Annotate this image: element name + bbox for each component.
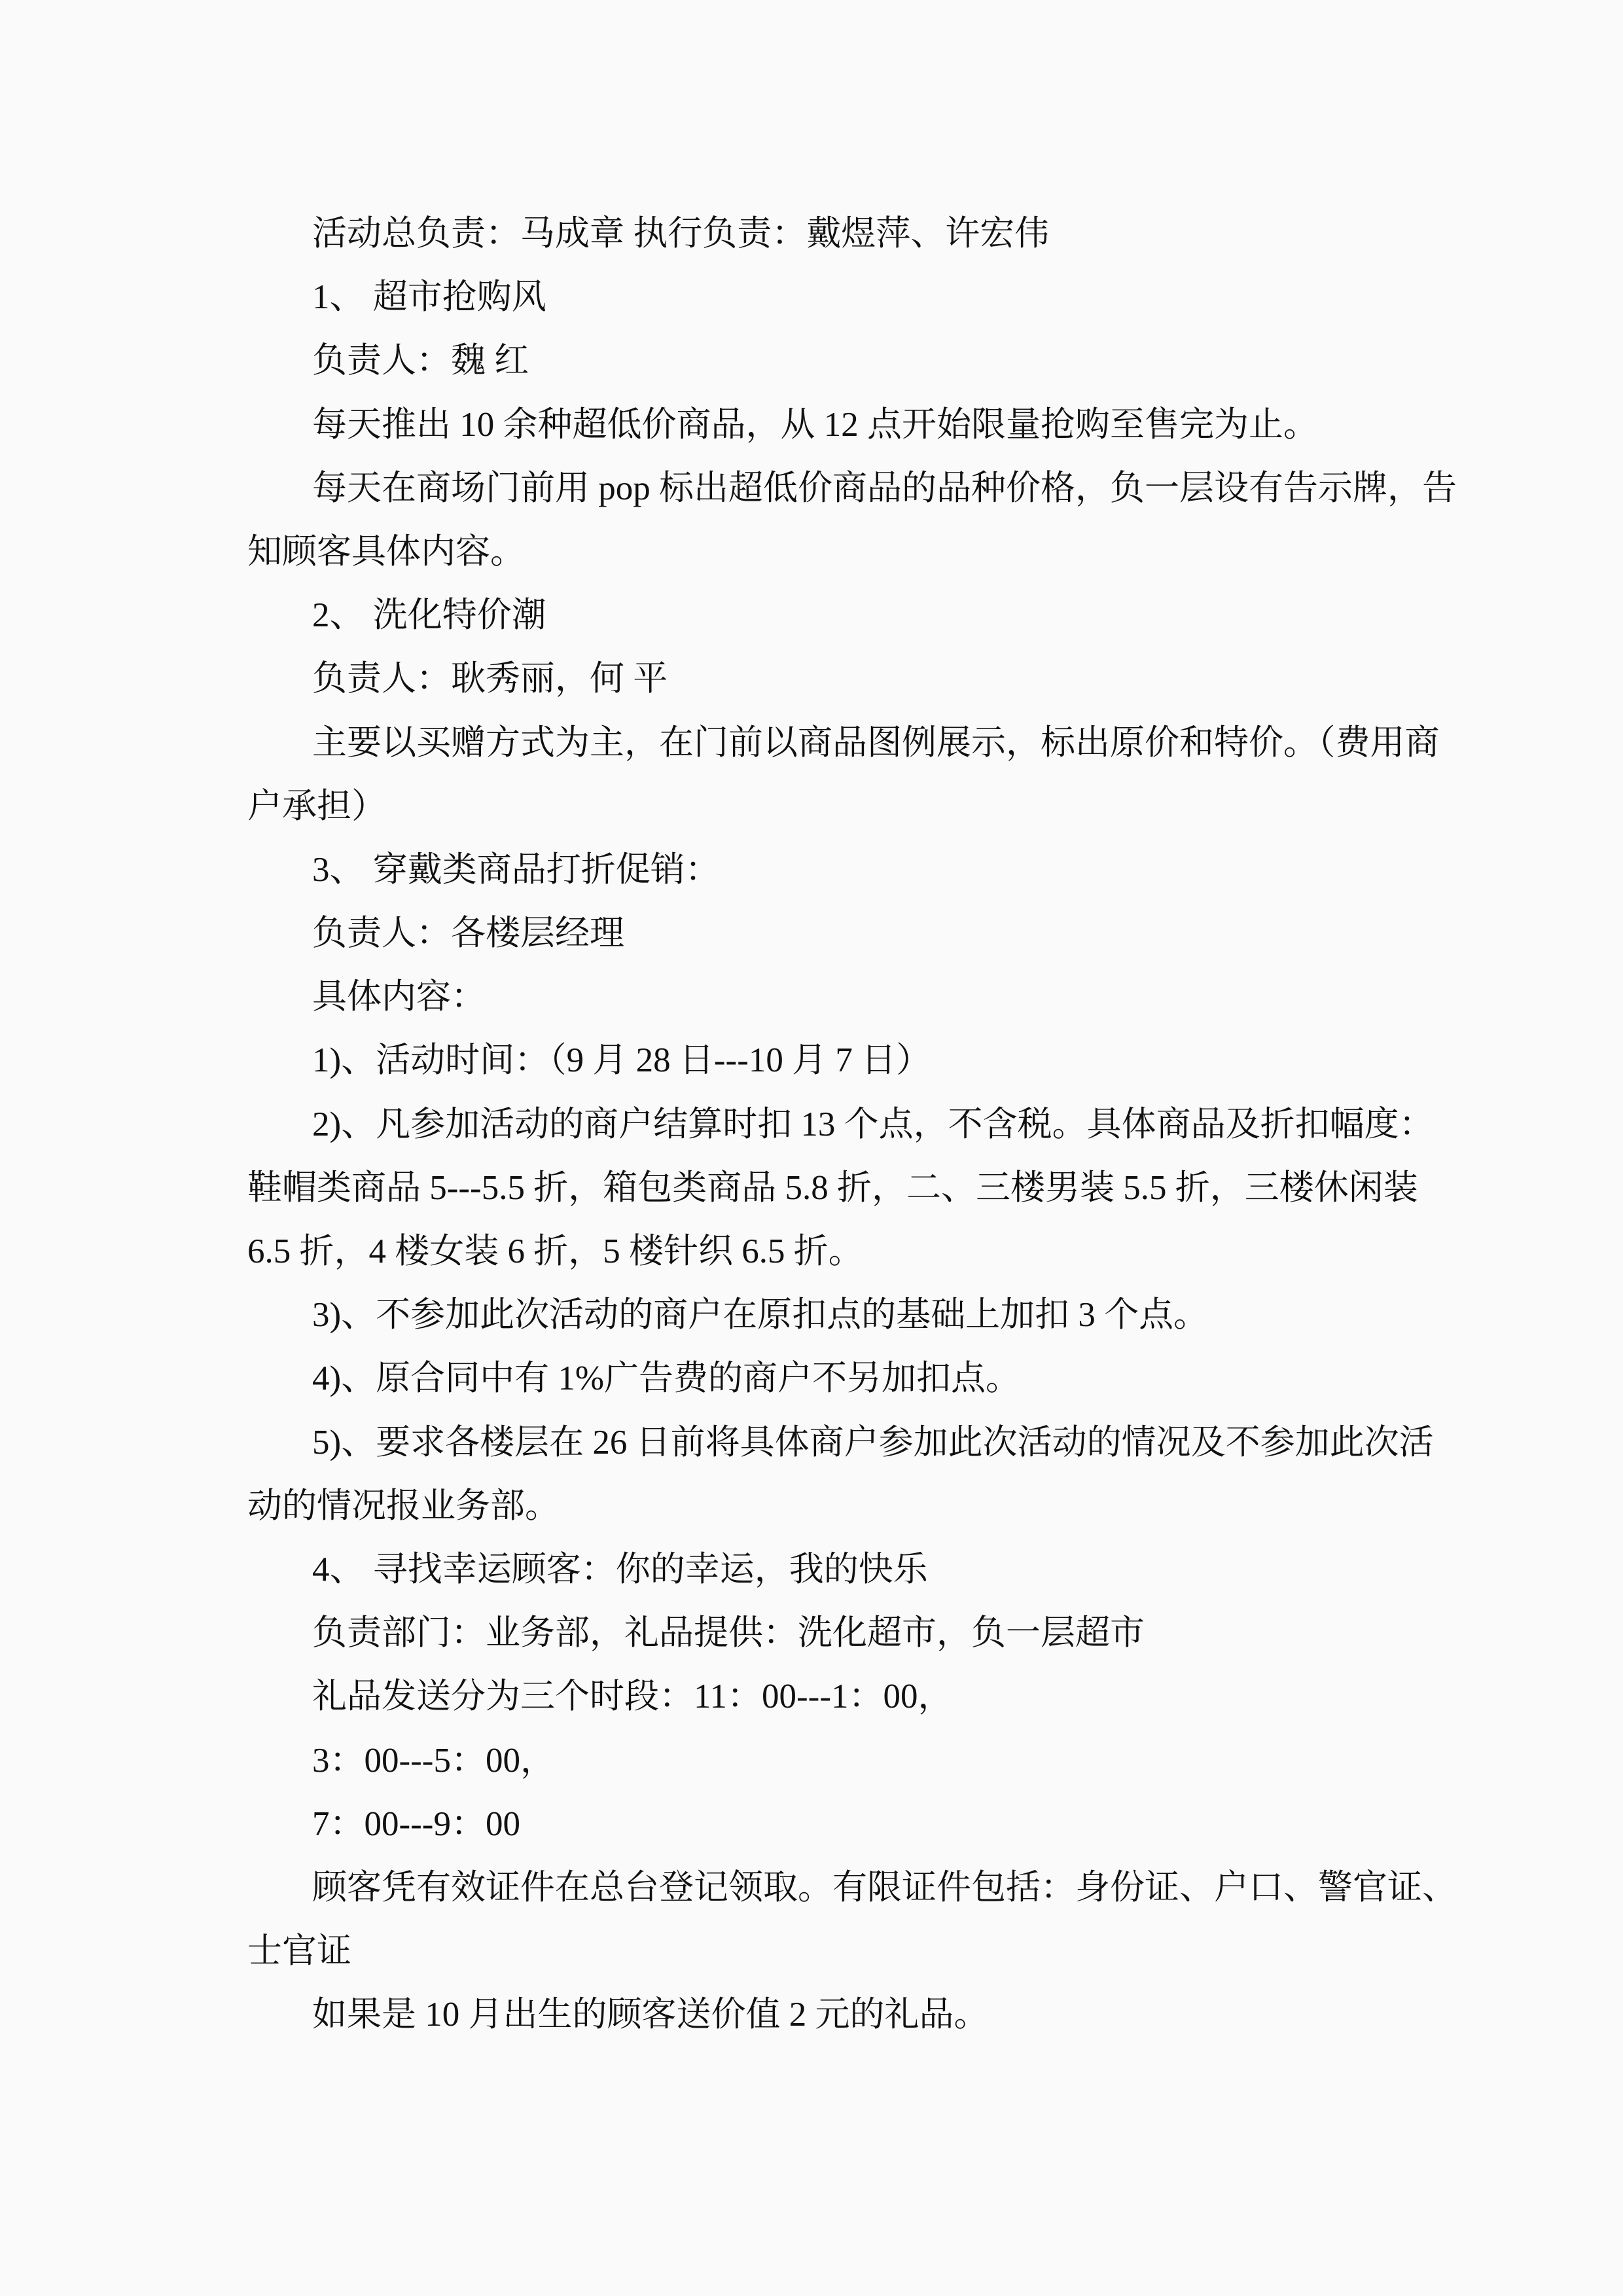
doc-line: 负责人：魏 红	[312, 342, 529, 380]
doc-line: 负责人：耿秀丽，何 平	[312, 660, 668, 698]
doc-line: 4、 寻找幸运顾客：你的幸运，我的快乐	[312, 1550, 928, 1588]
doc-line: 活动总负责：马成章 执行负责：戴煜萍、许宏伟	[312, 215, 1050, 253]
doc-line: 具体内容：	[312, 978, 486, 1016]
doc-line: 3：00---5：00，	[312, 1741, 555, 1780]
doc-line: 动的情况报业务部。	[247, 1486, 560, 1525]
doc-line: 户承担）	[247, 787, 386, 825]
doc-line: 每天推出 10 余种超低价商品，从 12 点开始限量抢购至售完为止。	[312, 405, 1318, 444]
doc-line: 7：00---9：00	[312, 1804, 520, 1843]
doc-line: 士官证	[247, 1932, 351, 1971]
doc-line: 负责人：各楼层经理	[312, 914, 624, 953]
doc-line: 2、 洗化特价潮	[312, 596, 546, 635]
doc-line: 礼品发送分为三个时段：11：00---1：00，	[312, 1677, 953, 1716]
doc-line: 4)、原合同中有 1%广告费的商户不另加扣点。	[312, 1359, 1021, 1398]
doc-line: 2)、凡参加活动的商户结算时扣 13 个点，不含税。具体商品及折扣幅度：	[312, 1105, 1434, 1143]
doc-line: 知顾客具体内容。	[247, 532, 525, 571]
doc-line: 1、 超市抢购风	[312, 278, 546, 317]
doc-line: 1)、活动时间：（9 月 28 日---10 月 7 日）	[312, 1041, 931, 1080]
doc-line: 负责部门：业务部，礼品提供：洗化超市，负一层超市	[312, 1614, 1145, 1653]
doc-line: 6.5 折，4 楼女装 6 折，5 楼针织 6.5 折。	[247, 1232, 863, 1270]
doc-line: 鞋帽类商品 5---5.5 折，箱包类商品 5.8 折，二、三楼男装 5.5 折，三楼休闲装	[247, 1168, 1418, 1207]
doc-line: 3)、不参加此次活动的商户在原扣点的基础上加扣 3 个点。	[312, 1296, 1209, 1335]
doc-line: 如果是 10 月出生的顾客送价值 2 元的礼品。	[312, 1996, 989, 2034]
doc-line: 5)、要求各楼层在 26 日前将具体商户参加此次活动的情况及不参加此次活	[312, 1423, 1434, 1462]
doc-line: 顾客凭有效证件在总台登记领取。有限证件包括：身份证、户口、警官证、	[312, 1868, 1457, 1907]
doc-line: 每天在商场门前用 pop 标出超低价商品的品种价格，负一层设有告示牌，告	[312, 469, 1457, 507]
doc-line: 主要以买赠方式为主，在门前以商品图例展示，标出原价和特价。（费用商	[312, 723, 1440, 762]
text-block	[247, 202, 1457, 2047]
doc-line: 3、 穿戴类商品打折促销：	[312, 850, 720, 889]
